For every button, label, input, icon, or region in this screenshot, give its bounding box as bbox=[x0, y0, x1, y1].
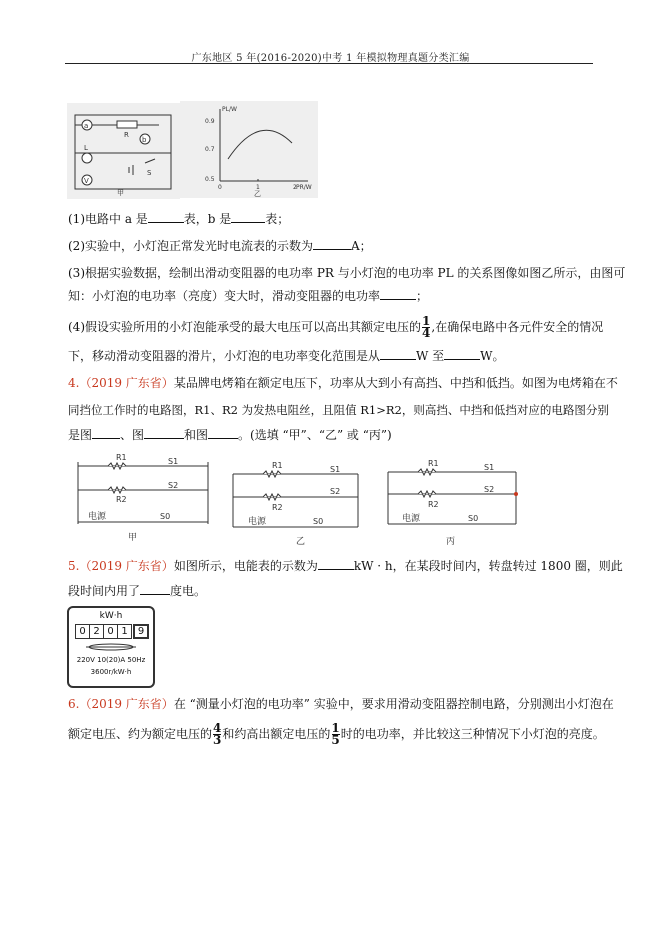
page-header: 广东地区 5 年(2016-2020)中考 1 年模拟物理真题分类汇编 bbox=[191, 53, 470, 64]
q3-p4-line2-prefix: 下，移动滑动变阻器的滑片，小灯泡的电功率变化范围是从 bbox=[68, 349, 381, 363]
x-tick: 0 bbox=[218, 184, 222, 191]
q3-p1-prefix: (1)电路中 a 是 bbox=[68, 212, 148, 226]
circuit-caption: 甲 bbox=[117, 189, 124, 197]
meter-spec: 220V 10(20)A 50Hz bbox=[76, 656, 146, 664]
q6-number: 6.（2019 广东省） bbox=[68, 697, 174, 711]
svg-text:R2: R2 bbox=[272, 503, 283, 512]
answer-blank[interactable] bbox=[140, 582, 170, 595]
q3-p1-suffix: 表； bbox=[265, 212, 290, 226]
electric-meter bbox=[67, 606, 155, 688]
label-L: L bbox=[84, 144, 88, 152]
svg-text:S2: S2 bbox=[168, 481, 179, 490]
answer-blank[interactable] bbox=[144, 426, 184, 439]
q6-line2: 额定电压、约为额定电压的 $\frac{4}{3}$ 和约高出额定电压的 $\frac{1}{5}$ 时的电功率，并比较这三种情况下小灯泡的亮度。 bbox=[68, 721, 605, 747]
label-S: S bbox=[147, 169, 152, 177]
meter-digit: 0 bbox=[75, 624, 90, 639]
q4-line1 bbox=[68, 374, 618, 392]
q3-part3-line1: (3)根据实验数据，绘制出滑动变阻器的电功率 PR 与小灯泡的电功率 PL 的关系图像如图乙所示，由图可 bbox=[68, 266, 626, 280]
svg-text:S1: S1 bbox=[330, 465, 341, 474]
svg-text:丙: 丙 bbox=[446, 537, 456, 547]
answer-blank[interactable] bbox=[380, 347, 416, 360]
q3-part3-line2 bbox=[68, 287, 593, 305]
meter-disc-icon bbox=[86, 642, 136, 652]
svg-text:R1: R1 bbox=[116, 453, 127, 462]
q3-part1 bbox=[68, 210, 593, 228]
power-graph bbox=[180, 101, 318, 198]
answer-blank[interactable] bbox=[380, 287, 416, 300]
svg-text:乙: 乙 bbox=[296, 537, 306, 547]
meter-rate: 3600r/kW·h bbox=[90, 668, 132, 676]
q6-line1: 6.（2019 广东省）在 “测量小灯泡的电功率” 实验中，要求用滑动变阻器控制电路，分别测出小灯泡在 bbox=[68, 697, 614, 711]
y-tick: 0.7 bbox=[205, 146, 215, 153]
q4-circuits bbox=[68, 452, 528, 552]
meter-digit-decimal: 9 bbox=[133, 624, 149, 639]
q3-part2 bbox=[68, 237, 593, 255]
y-tick: 0.9 bbox=[205, 118, 215, 125]
x-axis-label: PR/W bbox=[296, 184, 312, 191]
fraction-four-thirds: $\frac{4}{3}$ bbox=[213, 721, 222, 747]
q5-line1: 5.（2019 广东省）如图所示，电能表的示数为 kW · h，在某段时间内，转盘转过 1800 圈，则此 bbox=[68, 559, 623, 573]
q3-p3-suffix: ； bbox=[416, 289, 429, 303]
circuit-yi bbox=[233, 461, 358, 547]
svg-text:S1: S1 bbox=[168, 457, 179, 466]
y-axis-label: PL/W bbox=[222, 106, 237, 113]
meter-unit: kW·h bbox=[99, 611, 123, 621]
answer-blank[interactable] bbox=[92, 426, 120, 439]
q4-number: 4.（2019 广东省） bbox=[68, 376, 174, 390]
svg-text:S0: S0 bbox=[313, 517, 324, 526]
q4-text1: 某品牌电烤箱在额定电压下，功率从大到小有高挡、中挡和低挡。如图为电烤箱在不 bbox=[173, 376, 618, 390]
svg-text:甲: 甲 bbox=[128, 533, 138, 543]
label-V: V bbox=[84, 177, 89, 185]
svg-text:电源: 电源 bbox=[248, 517, 267, 527]
q3-p1-mid: 表，b 是 bbox=[183, 212, 232, 226]
label-b: b bbox=[142, 136, 147, 144]
meter-digit: 0 bbox=[104, 624, 118, 639]
meter-digit: 1 bbox=[118, 624, 132, 639]
answer-blank[interactable] bbox=[208, 426, 238, 439]
power-curve bbox=[228, 130, 292, 159]
answer-blank[interactable] bbox=[231, 210, 265, 223]
circuit-diagram bbox=[67, 103, 180, 199]
circuit-bing bbox=[388, 459, 518, 547]
graph-caption: 乙 bbox=[254, 190, 261, 198]
fraction-one-fifth: $\frac{1}{5}$ bbox=[331, 721, 340, 747]
svg-text:S0: S0 bbox=[160, 512, 171, 521]
svg-text:S2: S2 bbox=[484, 485, 495, 494]
lamp-icon bbox=[82, 153, 92, 163]
svg-text:S1: S1 bbox=[484, 463, 495, 472]
svg-text:电源: 电源 bbox=[402, 514, 421, 524]
q3-part4-line1 bbox=[68, 314, 604, 340]
answer-blank[interactable] bbox=[313, 237, 351, 250]
q3-p4-prefix: (4)假设实验所用的小灯泡能承受的最大电压可以高出其额定电压的 bbox=[68, 320, 422, 334]
q4-line3: 是图 、图 和图 。(选填 “甲”、“乙” 或 “丙”) bbox=[68, 428, 392, 442]
rheostat-icon bbox=[117, 121, 137, 128]
switch-icon bbox=[145, 159, 155, 163]
svg-text:S0: S0 bbox=[468, 514, 479, 523]
q3-p3-prefix: 知：小灯泡的电功率（亮度）变大时，滑动变阻器的电功率 bbox=[68, 289, 381, 303]
y-tick: 0.5 bbox=[205, 176, 215, 183]
header-rule bbox=[65, 63, 593, 64]
label-R: R bbox=[124, 131, 129, 139]
fraction-one-quarter: $\frac{1}{4}$ bbox=[422, 314, 431, 340]
q3-p4-line2-suffix: W。 bbox=[480, 349, 505, 363]
q3-p2-suffix: A； bbox=[351, 239, 372, 253]
svg-text:R2: R2 bbox=[116, 495, 127, 504]
q3-p4-line2-mid: W 至 bbox=[416, 349, 445, 363]
svg-text:R1: R1 bbox=[272, 461, 283, 470]
q3-p4-suffix: ,在确保电路中各元件安全的情况 bbox=[431, 320, 604, 334]
q3-part4-line2 bbox=[68, 347, 593, 365]
x-tick: 2 bbox=[293, 184, 297, 191]
q4-line2: 同挡位工作时的电路图，R1、R2 为发热电阻丝，且阻值 R1>R2，则高挡、中挡和低挡对应的电路图分别 bbox=[68, 403, 609, 417]
svg-text:电源: 电源 bbox=[88, 512, 107, 522]
meter-digits bbox=[75, 624, 149, 639]
q5-number: 5.（2019 广东省） bbox=[68, 559, 174, 573]
q4-circuit-diagrams bbox=[68, 452, 528, 552]
answer-blank[interactable] bbox=[318, 557, 354, 570]
label-a: a bbox=[84, 122, 89, 130]
meter-digit: 2 bbox=[90, 624, 104, 639]
graph-figure bbox=[180, 101, 318, 198]
answer-blank[interactable] bbox=[444, 347, 480, 360]
circuit-jia bbox=[78, 453, 208, 543]
svg-text:S2: S2 bbox=[330, 487, 341, 496]
q3-p2-prefix: (2)实验中，小灯泡正常发光时电流表的示数为 bbox=[68, 239, 313, 253]
svg-text:R1: R1 bbox=[428, 459, 439, 468]
q5-line2: 段时间内用了 度电。 bbox=[68, 584, 207, 598]
svg-text:R2: R2 bbox=[428, 500, 439, 509]
circuit-figure bbox=[67, 103, 180, 199]
x-tick: 1 bbox=[256, 184, 260, 191]
answer-blank[interactable] bbox=[148, 210, 184, 223]
